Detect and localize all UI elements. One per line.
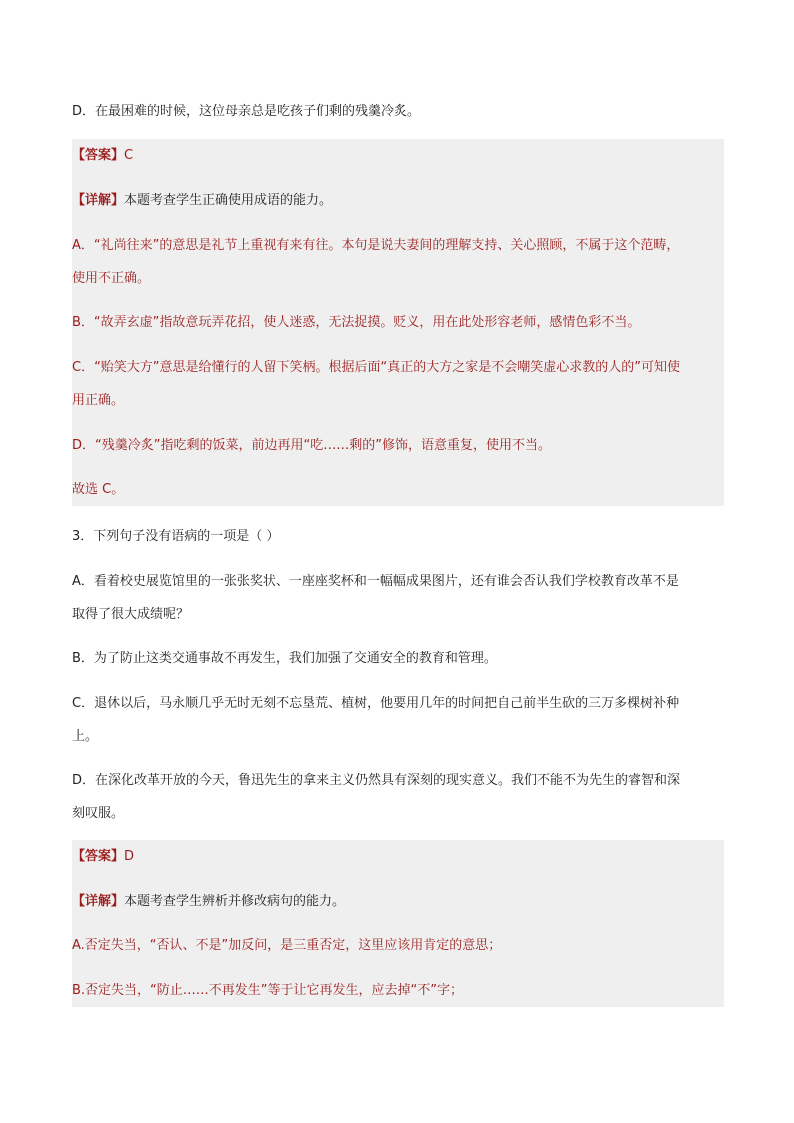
q2-expl-c-line1: C．“贻笑大方”意思是给懂行的人留下笑柄。根据后面“真正的大方之家是不会嘲笑虚心求教的人的”可知使 [72, 360, 681, 375]
answer-value: C [124, 148, 134, 163]
q3-option-c-line2: 上。 [72, 729, 99, 744]
q2-expl-a-line2: 使用不正确。 [72, 271, 151, 286]
answer-value: D [124, 849, 135, 864]
answer-tag: 【答案】 [72, 148, 125, 163]
q3-option-c-line1: C．退休以后，马永顺几乎无时无刻不忘垦荒、植树，他要用几年的时间把自己前半生砍的三万多棵树补种 [72, 696, 680, 711]
q2-conclusion: 故选 C。 [72, 482, 125, 497]
detail-text: 本题考查学生辨析并修改病句的能力。 [124, 894, 346, 909]
detail-tag: 【详解】 [72, 193, 125, 208]
q3-option-d-line1: D．在深化改革开放的今天，鲁迅先生的拿来主义仍然具有深刻的现实意义。我们不能不为先生的睿智和深 [72, 773, 681, 788]
q2-option-d: D．在最困难的时候，这位母亲总是吃孩子们剩的残羹冷炙。 [72, 104, 421, 119]
q2-expl-d: D．“残羹冷炙”指吃剩的饭菜，前边再用“吃……剩的”修饰，语意重复，使用不当。 [72, 438, 551, 453]
q2-expl-a-line1: A．“礼尚往来”的意思是礼节上重视有来有往。本句是说夫妻间的理解支持、关心照顾，不属于这个范畴， [72, 238, 680, 253]
q3-option-a-line1: A．看着校史展览馆里的一张张奖状、一座座奖杯和一幅幅成果图片，还有谁会否认我们学校教育改革不是 [72, 574, 679, 589]
q3-option-a-line2: 取得了很大成绩呢？ [72, 607, 190, 622]
q3-answer-line [72, 840, 724, 873]
q2-answer-line [72, 139, 724, 172]
detail-text: 本题考查学生正确使用成语的能力。 [124, 193, 333, 208]
q2-expl-c-line2: 用正确。 [72, 393, 125, 408]
q3-stem: 3．下列句子没有语病的一项是（ ） [72, 529, 280, 544]
q2-expl-b: B．“故弄玄虚”指故意玩弄花招，使人迷惑，无法捉摸。贬义，用在此处形容老师，感情色彩不当。 [72, 315, 641, 330]
q3-expl-a: A.否定失当，“否认、不是”加反问，是三重否定，这里应该用肯定的意思； [72, 938, 502, 953]
detail-tag: 【详解】 [72, 894, 125, 909]
q3-expl-b: B.否定失当，“防止……不再发生”等于让它再发生，应去掉“不”字； [72, 983, 463, 998]
q3-option-d-line2: 刻叹服。 [72, 806, 125, 821]
q2-detail-line [72, 184, 724, 217]
q3-option-b: B．为了防止这类交通事故不再发生，我们加强了交通安全的教育和管理。 [72, 651, 497, 666]
q3-detail-line [72, 885, 724, 918]
answer-tag: 【答案】 [72, 849, 125, 864]
